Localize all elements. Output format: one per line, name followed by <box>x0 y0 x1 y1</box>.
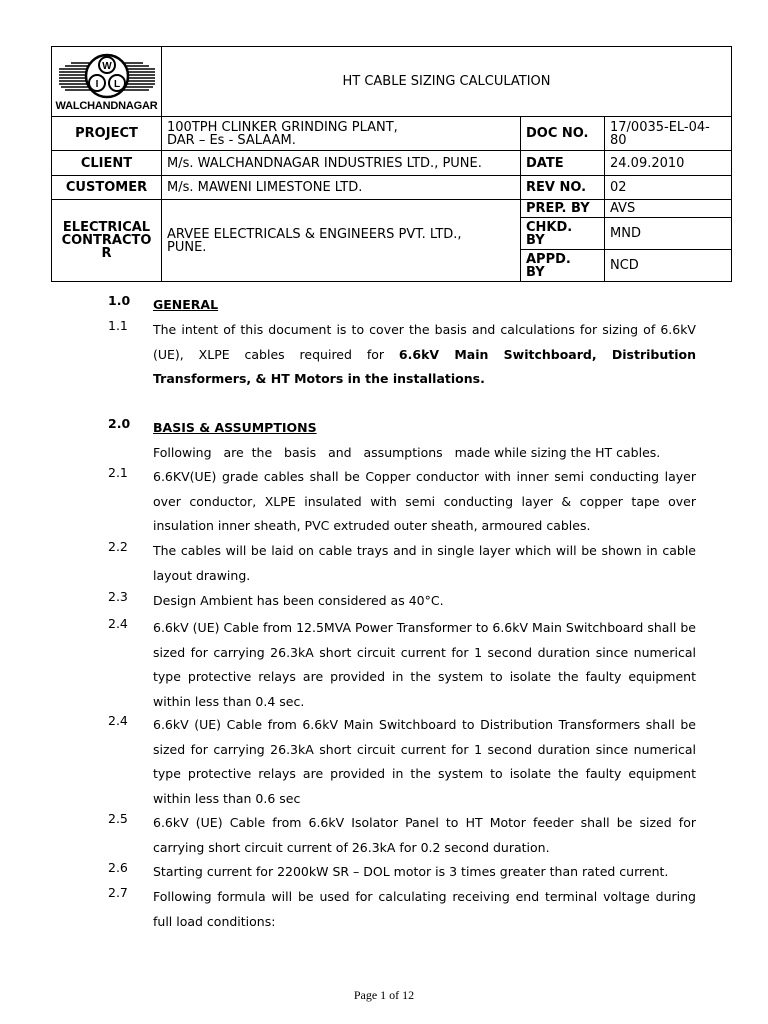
section-number: 2.0 <box>108 416 131 431</box>
clause-number: 2.5 <box>108 811 128 826</box>
section-number: 1.0 <box>108 293 131 308</box>
electrical-contractor-value-line-2: PUNE. <box>167 239 207 255</box>
page-number: Page 1 of 12 <box>353 988 415 1002</box>
section-title: BASIS & ASSUMPTIONS <box>153 420 317 435</box>
clause-text: Following formula will be used for calculating receiving end terminal voltage during full load conditions: <box>153 889 696 929</box>
clause-text: 6.6KV(UE) grade cables shall be Copper conductor with inner semi conducting layer over conductor, XLPE insulated with semi conducting layer & copper tape over insulation inner sheath, PVC extruded outer sheath, armoured cables. <box>153 469 696 533</box>
clause-text: 6.6kV (UE) Cable from 6.6kV Main Switchboard to Distribution Transformers shall be sized for carrying 26.3kA short circuit current for 1 second duration since numerical type protective relays are provided in the system to isolate the faulty equipment within less than 0.6 sec <box>153 717 696 806</box>
walchandnagar-logo-icon <box>57 53 157 99</box>
checked-by-label-line-1: CHKD. <box>526 219 573 235</box>
date-label: DATE <box>521 151 605 176</box>
checked-by-value: MND <box>605 218 732 250</box>
electrical-contractor-value <box>162 200 521 282</box>
logo-letter-w: W <box>101 60 112 72</box>
client-label: CLIENT <box>52 151 162 176</box>
logo-letter-i: I <box>95 78 98 90</box>
clause-number: 2.2 <box>108 539 128 554</box>
project-value <box>162 117 521 151</box>
clause-text: 6.6kV (UE) Cable from 12.5MVA Power Transformer to 6.6kV Main Switchboard shall be sized for carrying 26.3kA short circuit current for 1 second duration since numerical type protective relays are provided in the system to isolate the faulty equipment within less than 0.4 sec. <box>153 620 696 709</box>
doc-no-value-line-1: 17/0035-EL-04- <box>610 119 710 135</box>
date-value: 24.09.2010 <box>605 151 732 176</box>
approved-by-label-line-1: APPD. <box>526 251 571 267</box>
customer-value: M/s. MAWENI LIMESTONE LTD. <box>162 176 521 200</box>
approved-by-label <box>521 250 605 282</box>
rev-no-value: 02 <box>605 176 732 200</box>
electrical-contractor-label-line-1: ELECTRICAL <box>62 220 151 235</box>
electrical-contractor-label-line-2: CONTRACTO <box>61 233 152 248</box>
clause-number: 2.6 <box>108 860 128 875</box>
approved-by-value: NCD <box>605 250 732 282</box>
prepared-by-value: AVS <box>605 200 732 218</box>
checked-by-label-line-2: BY <box>526 232 545 248</box>
client-value: M/s. WALCHANDNAGAR INDUSTRIES LTD., PUNE. <box>162 151 521 176</box>
rev-no-label: REV NO. <box>521 176 605 200</box>
clause-number: 2.3 <box>108 589 128 604</box>
electrical-contractor-value-line-1: ARVEE ELECTRICALS & ENGINEERS PVT. LTD., <box>167 226 462 242</box>
clause-text-regular: The intent of this document is to cover the basis and calculations for sizing of 6.6kV (UE), XLPE cables required for <box>153 322 696 362</box>
project-value-line-1: 100TPH CLINKER GRINDING PLANT, <box>167 119 398 135</box>
clause-number: 2.4 <box>108 616 128 631</box>
doc-no-value-line-2: 80 <box>610 132 627 148</box>
logo-letter-l: L <box>113 78 120 90</box>
logo-text: WALCHANDNAGAR <box>55 99 158 112</box>
document-header-table <box>51 46 732 282</box>
electrical-contractor-label-line-3: R <box>101 246 112 261</box>
clause-number: 2.7 <box>108 885 128 900</box>
company-logo <box>52 47 162 117</box>
approved-by-label-line-2: BY <box>526 264 545 280</box>
intro-text: Following are the basis and assumptions made while sizing the HT cables. <box>153 445 661 460</box>
prepared-by-label: PREP. BY <box>521 200 605 218</box>
clause-text: 6.6kV (UE) Cable from 6.6kV Isolator Panel to HT Motor feeder shall be sized for carrying short circuit current of 26.3kA for 0.2 second duration. <box>153 815 696 855</box>
project-value-line-2: DAR – Es - SALAAM. <box>167 132 296 148</box>
checked-by-label <box>521 218 605 250</box>
customer-label: CUSTOMER <box>52 176 162 200</box>
clause-text-bold: 6.6kV Main Switchboard, Distribution Transformers, & HT Motors in the installations. <box>153 346 696 386</box>
electrical-contractor-label <box>52 200 162 282</box>
clause-text: Design Ambient has been considered as 40°C. <box>153 593 444 608</box>
clause-number: 2.4 <box>108 713 128 728</box>
document-title: HT CABLE SIZING CALCULATION <box>162 47 732 117</box>
doc-no-value <box>605 117 732 151</box>
doc-no-label: DOC NO. <box>521 117 605 151</box>
clause-text: Starting current for 2200kW SR – DOL motor is 3 times greater than rated current. <box>153 864 669 879</box>
clause-number: 2.1 <box>108 465 128 480</box>
clause-text: The cables will be laid on cable trays and in single layer which will be shown in cable layout drawing. <box>153 543 696 583</box>
project-label: PROJECT <box>52 117 162 151</box>
section-title: GENERAL <box>153 297 219 312</box>
clause-text <box>153 318 696 392</box>
clause-number: 1.1 <box>108 318 128 333</box>
